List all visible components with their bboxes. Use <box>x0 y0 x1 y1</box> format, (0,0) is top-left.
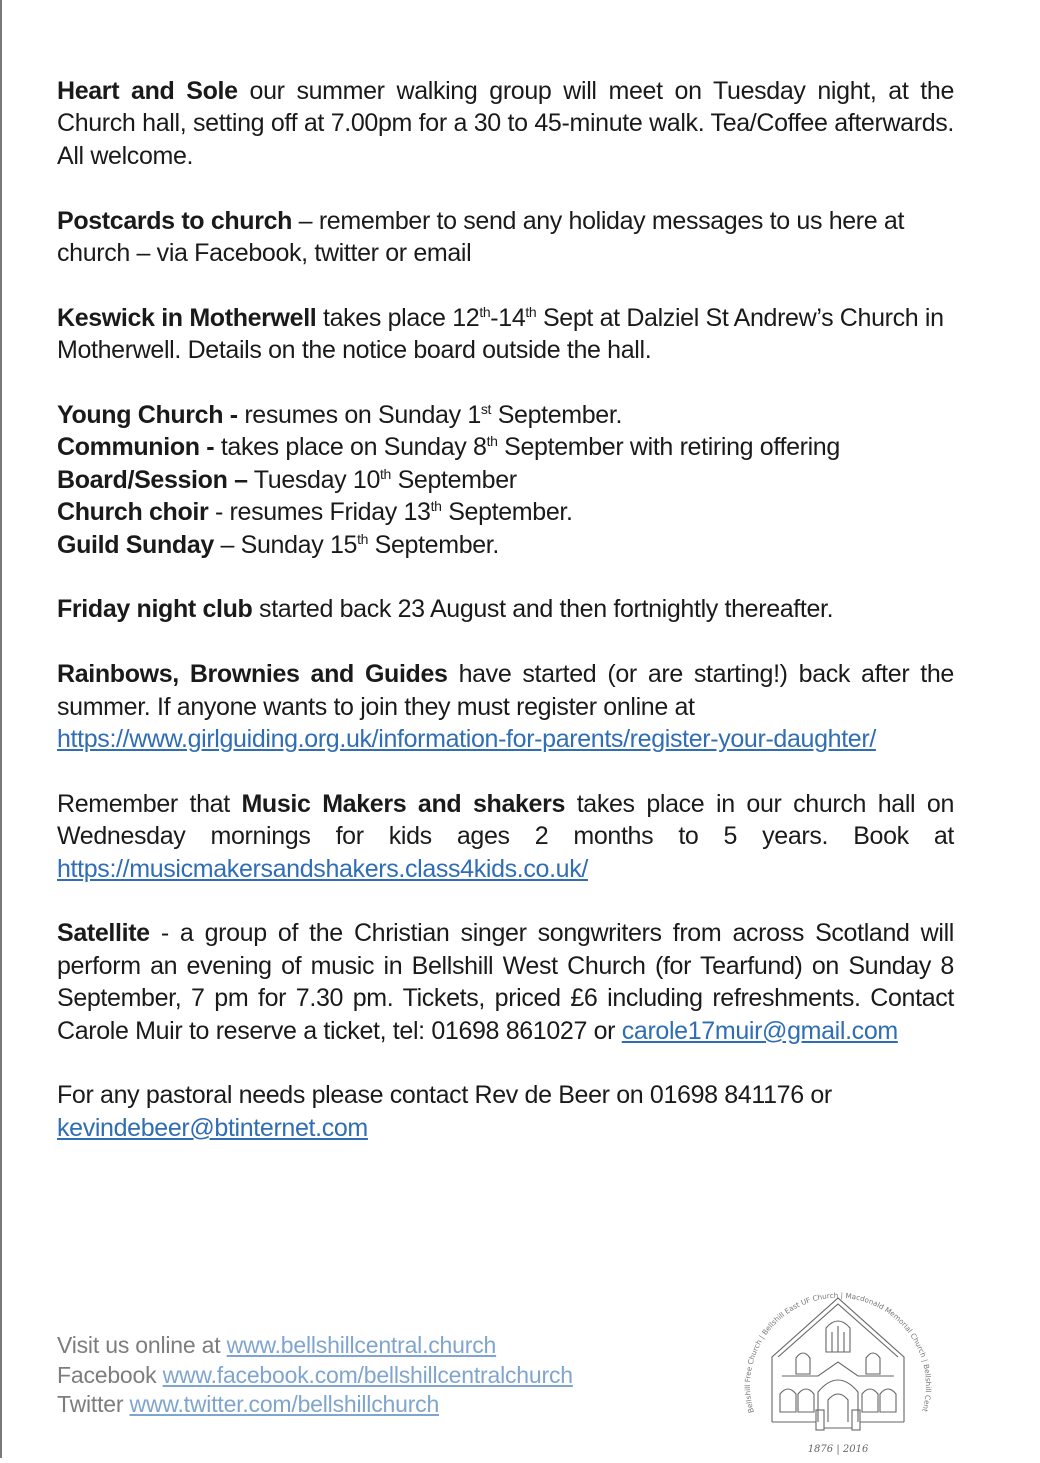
notice-text: For any pastoral needs please contact Rev de Beer on 01698 841176 or <box>57 1081 832 1110</box>
footer-twitter <box>57 1390 697 1420</box>
schedule-text: – Sunday 15 <box>213 530 358 559</box>
notice-title: Postcards to church <box>57 206 293 235</box>
footer-links <box>57 1331 697 1420</box>
schedule-list <box>57 399 954 561</box>
ordinal-suffix: th <box>486 433 498 450</box>
schedule-text: takes place on Sunday 8 <box>214 433 487 462</box>
notice-text: started back 23 August and then fortnightly thereafter. <box>252 595 834 624</box>
notice-text: - a group of the Christian singer songwriters from across Scotland will perform an evening of music in Bellshill West Church (for Tearfund) on Sunday 8 September, 7 pm for 7.30 pm. Tickets, priced £6 including refreshments. Contact Carole Muir to reserve a ticket, tel: 01698 861027 or <box>57 919 954 1045</box>
notice-postcards <box>57 205 954 270</box>
notice-title: Friday night club <box>57 595 253 624</box>
music-makers-link[interactable]: https://musicmakersandshakers.class4kids.co.uk/ <box>57 854 588 883</box>
church-logo <box>732 1262 944 1458</box>
notice-text: Sept at Dalziel St Andrew’s Church in Motherwell. Details on the notice board outside the hall. <box>57 303 944 365</box>
carole-email-link[interactable]: carole17muir@gmail.com <box>621 1016 898 1045</box>
footer-website <box>57 1331 697 1361</box>
notice-satellite <box>57 917 954 1047</box>
schedule-text: resumes on Sunday 1 <box>237 401 481 430</box>
notice-title: Heart and Sole <box>57 77 238 105</box>
schedule-title: Communion - <box>57 433 215 462</box>
notice-text: Remember that <box>57 789 242 818</box>
notice-title: Rainbows, Brownies and Guides <box>57 660 448 689</box>
ordinal-suffix: th <box>380 465 391 482</box>
ordinal-suffix: th <box>430 498 442 515</box>
schedule-item-communion <box>57 431 954 463</box>
schedule-item-young-church <box>57 399 954 431</box>
notice-rainbows <box>57 658 954 755</box>
ordinal-suffix: th <box>479 303 491 320</box>
schedule-item-church-choir <box>57 496 954 528</box>
notice-friday-night-club <box>57 593 954 625</box>
notice-text: -14 <box>490 303 526 332</box>
notice-title: Keswick in Motherwell <box>57 303 317 332</box>
ordinal-suffix: st <box>480 401 492 418</box>
schedule-text: September. <box>441 498 573 527</box>
schedule-title: Church choir <box>57 498 209 527</box>
notice-heart-and-sole <box>57 75 954 172</box>
notice-text: takes place 12 <box>316 303 480 332</box>
girlguiding-link[interactable]: https://www.girlguiding.org.uk/information-for-parents/register-your-daughter/ <box>57 725 876 754</box>
logo-ring-text: Bellshill Free Church | Bellshill East UF Church | Macdonald Memorial Church | Bellshill Cent <box>742 1290 934 1415</box>
footer-label: Facebook <box>57 1361 163 1388</box>
logo-years: 1876 | 2016 <box>807 1444 869 1455</box>
schedule-title: Board/Session – <box>57 465 248 494</box>
schedule-text: Tuesday 10 <box>247 465 381 494</box>
schedule-text: September <box>391 465 517 494</box>
twitter-link[interactable]: www.twitter.com/bellshillchurch <box>129 1391 440 1417</box>
schedule-text: September with retiring offering <box>497 433 840 462</box>
church-drawing-icon <box>732 1262 944 1458</box>
notice-keswick <box>57 302 954 367</box>
notice-text: – remember to send any holiday messages to us here at church – via Facebook, twitter or email <box>57 206 905 268</box>
schedule-title: Young Church - <box>57 401 238 430</box>
notice-title: Music Makers and shakers <box>241 789 566 818</box>
footer-label: Twitter <box>57 1391 130 1417</box>
schedule-item-board-session <box>57 464 954 496</box>
notice-text: our summer walking group will meet on Tuesday night, at the Church hall, setting off at 7.00pm for a 30 to 45-minute walk. Tea/Coffee afterwards. All welcome. <box>57 77 954 170</box>
notice-music-makers <box>57 788 954 885</box>
footer-label: Visit us online at <box>57 1332 227 1358</box>
ordinal-suffix: th <box>525 303 537 320</box>
page-left-border <box>0 0 2 1458</box>
website-link[interactable]: www.bellshillcentral.church <box>226 1332 497 1358</box>
schedule-title: Guild Sunday <box>57 530 214 559</box>
ordinal-suffix: th <box>357 530 369 547</box>
notice-pastoral <box>57 1079 954 1144</box>
footer-facebook <box>57 1361 697 1391</box>
notice-text: have started (or are starting!) back after the summer. If anyone wants to join they must register online at <box>57 660 954 721</box>
notices-content <box>57 75 954 1144</box>
facebook-link[interactable]: www.facebook.com/bellshillcentralchurch <box>162 1361 573 1388</box>
notice-title: Satellite <box>57 919 150 948</box>
notice-text: takes place in our church hall on Wednesday mornings for kids ages 2 months to 5 years. Book at <box>57 789 955 851</box>
schedule-item-guild-sunday <box>57 529 954 561</box>
schedule-text: September. <box>491 401 623 430</box>
pastoral-email-link[interactable]: kevindebeer@btinternet.com <box>57 1113 368 1142</box>
schedule-text: September. <box>368 530 499 559</box>
schedule-text: - resumes Friday 13 <box>208 498 431 527</box>
